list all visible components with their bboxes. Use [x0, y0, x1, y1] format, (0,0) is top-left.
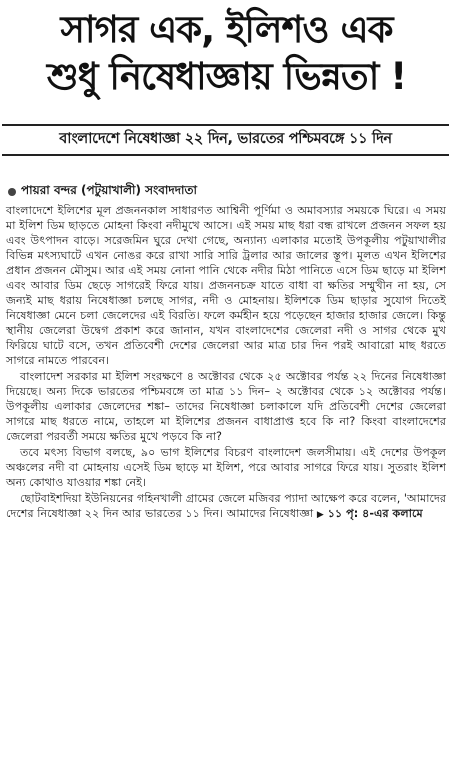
headline — [0, 0, 453, 100]
article-body — [6, 203, 446, 524]
byline — [8, 182, 197, 202]
paragraph-4-text: ছোটবাইশদিয়া ইউনিয়নের গহিনখালী গ্রামের জেলে মজিবর প্যাদা আক্ষেপ করে বলেন, 'আমাদের দেশের নিষেধাজ্ঞা ২২ দিন আর ভারতের ১১ দিন। আমাদের নিষেধাজ্ঞা — [6, 492, 446, 520]
headline-line-2: শুধু নিষেধাজ্ঞায় ভিন্নতা ! — [46, 55, 407, 98]
headline-line-1: সাগর এক, ইলিশও এক — [60, 8, 393, 51]
subheadline: বাংলাদেশে নিষেধাজ্ঞা ২২ দিন, ভারতের পশ্চিমবঙ্গে ১১ দিন — [59, 131, 392, 147]
triangle-right-icon: ▶ — [316, 510, 324, 520]
paragraph-3: তবে মৎস্য বিভাগ বলছে, ৯০ ভাগ ইলিশের বিচরণ বাংলাদেশ জলসীমায়। এই দেশের উপকূল অঞ্চলের নদী বা মোহনায় এসেই ডিম ছাড়ে মা ইলিশ, পরে আবার সাগরে ফিরে যায়। সুতরাং ইলিশ অন্য কোথাও যাওয়ার শঙ্কা নেই। — [6, 446, 446, 489]
paragraph-4 — [6, 491, 446, 523]
paragraph-1: বাংলাদেশে ইলিশের মূল প্রজননকাল সাধারণত আশ্বিনী পূর্ণিমা ও অমাবস্যার সময়কে ঘিরে। এ সময় মা ইলিশ ডিম ছাড়তে মোহনা কিংবা নদীমুখে আসে। এই সময় মাছ ধরা বন্ধ রাখলে প্রজনন সফল হয় এবং উৎপাদন বাড়ে। সরেজমিন ঘুরে দেখা গেছে, অন্যান্য এলাকার মতোই উপকূলীয় পটুয়াখালীর বিভিন্ন মৎস্যঘাটে এখন নোঙর করে রাখা সারি সারি ট্রলার আর জালের স্তূপ। মূলত এখন ইলিশের প্রধান প্রজনন মৌসুম। আর এই সময় নোনা পানি থেকে নদীর মিঠা পানিতে এসে ডিম ছাড়ে মা ইলিশ এবং আবার ডিম ছেড়ে সাগরেই ফিরে যায়। প্রজননচক্র যাতে বাধা বা ক্ষতির সম্মুখীন না হয়, সে জন্যই মাছ ধরায় নিষেধাজ্ঞা চলছে সাগর, নদী ও মোহনায়। ইলিশকে ডিম ছাড়ার সুযোগ দিতেই নিষেধাজ্ঞা মেনে চলা জেলেদের এই বিরতি। ফলে কর্মহীন হয়ে পড়েছেন হাজার হাজার জেলে। কিন্তু স্থানীয় জেলেরা উদ্বেগ প্রকাশ করে জানান, যখন বাংলাদেশের জেলেরা নদী ও সাগর থেকে মুখ ফিরিয়ে ঘাটে বসে, তখন প্রতিবেশী দেশের জেলেরা আর মাত্র চার দিন পরই আবারো মাছ ধরতে সাগরে নামতে পারবেন। — [6, 204, 446, 367]
subheadline-box — [2, 124, 449, 156]
continued-jump — [317, 507, 423, 520]
paragraph-2: বাংলাদেশ সরকার মা ইলিশ সংরক্ষণে ৪ অক্টোবর থেকে ২৫ অক্টোবর পর্যন্ত ২২ দিনের নিষেধাজ্ঞা দিয়েছে। অন্য দিকে ভারতের পশ্চিমবঙ্গে তা মাত্র ১১ দিন– ২ অক্টোবর থেকে ১২ অক্টোবর পর্যন্ত। উপকূলীয় এলাকার জেলেদের শঙ্কা– তাদের নিষেধাজ্ঞা চলাকালে যদি প্রতিবেশী দেশের জেলেরা সাগরে মাছ ধরতে নামে, তাহলে মা ইলিশের প্রজনন বাধাপ্রাপ্ত হবে কি না? কিংবা বাংলাদেশের জেলেরা পরবর্তী সময়ে ক্ষতির মুখে পড়বে কি না? — [6, 370, 446, 443]
byline-text: পায়রা বন্দর (পটুয়াখালী) সংবাদদাতা — [21, 183, 197, 197]
jump-text: ১১ পৃ: ৪-এর কলামে — [327, 507, 423, 520]
bullet-icon — [8, 188, 16, 196]
